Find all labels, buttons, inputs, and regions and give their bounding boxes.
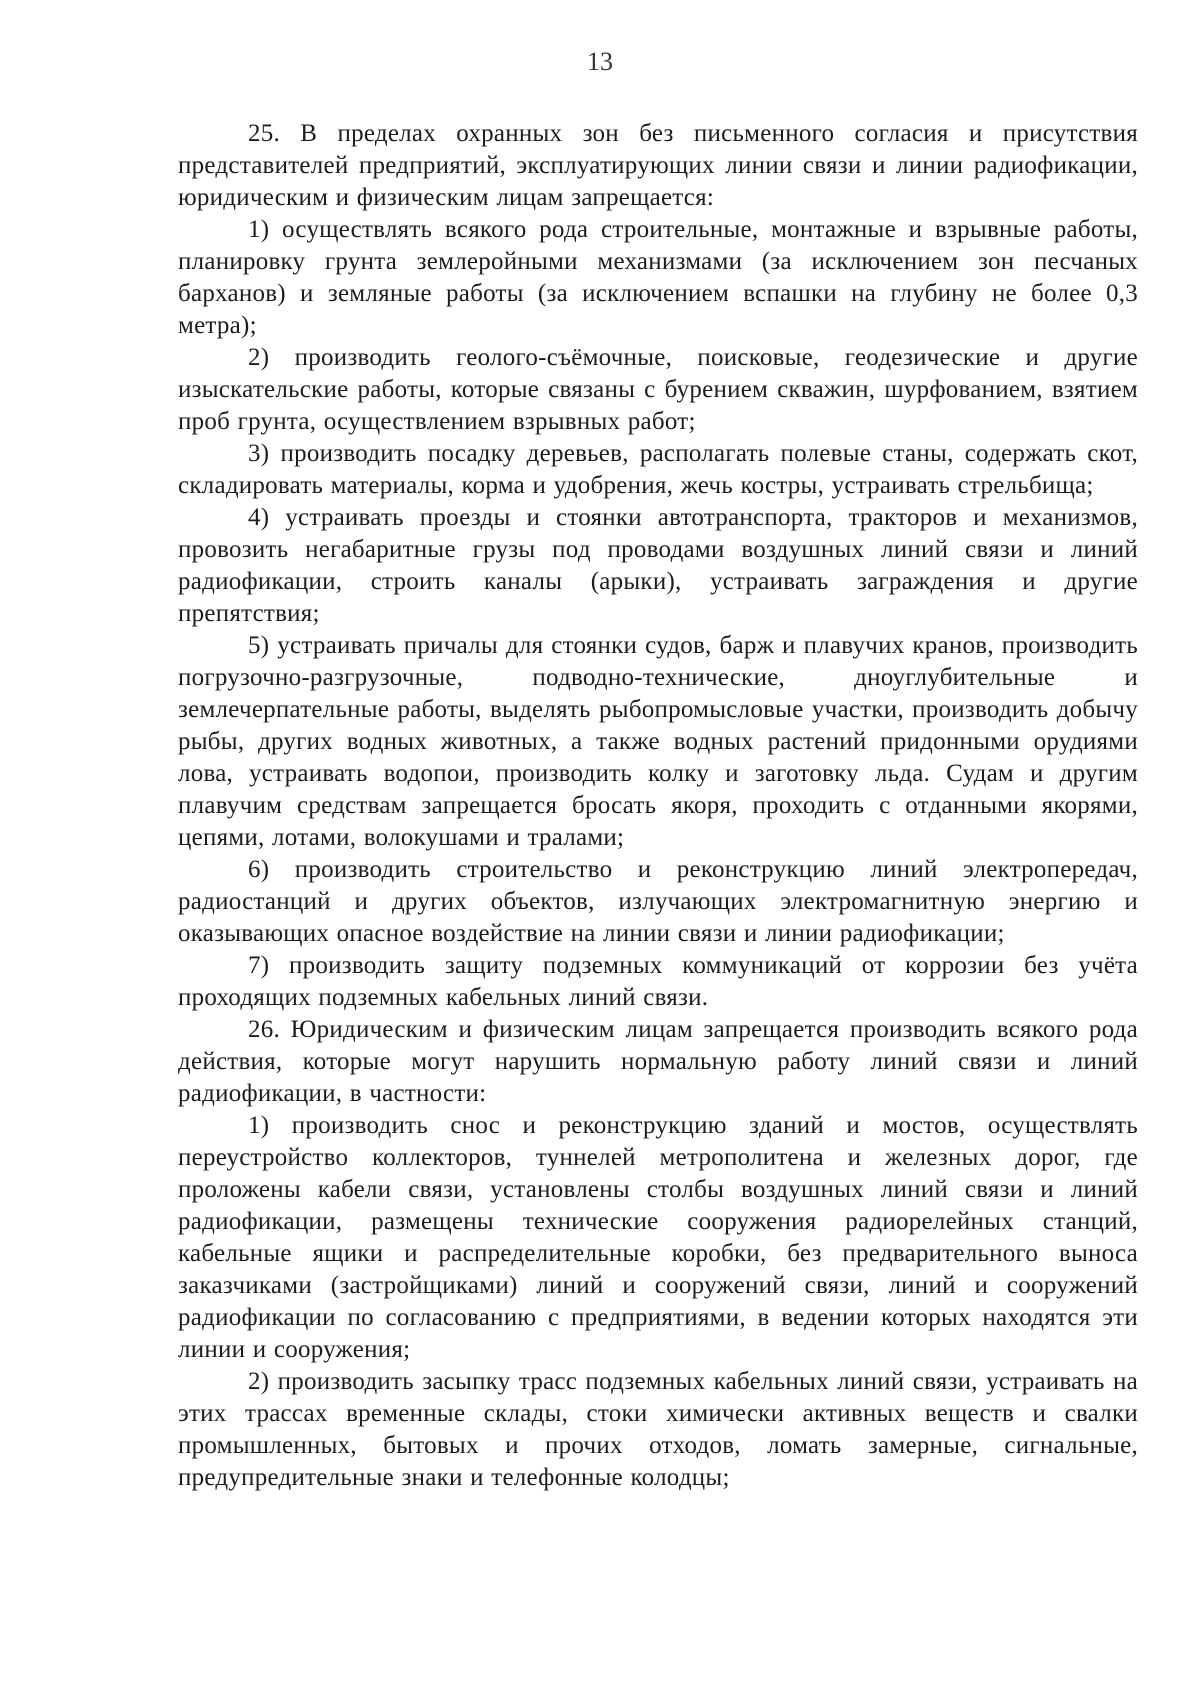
list-item-25-7: 7) производить защиту подземных коммуникаций от коррозии без учёта проходящих подземных кабельных линий связи. xyxy=(178,952,1138,1011)
list-item-26-1: 1) производить снос и реконструкцию зданий и мостов, осуществлять переустройство коллекторов, туннелей метрополитена и железных дорог, где проложены кабели связи, установлены столбы воздушных линий связи и линий радиофикации, размещены технические сооружения радиорелейных станций, кабельные ящики и распределительные коробки, без предварительного выноса заказчиками (застройщиками) линий и сооружений связи, линий и сооружений радиофикации по согласованию с предприятиями, в ведении которых находятся эти линии и сооружения; xyxy=(178,1112,1138,1363)
list-item-25-1: 1) осуществлять всякого рода строительные, монтажные и взрывные работы, планировку грунта землеройными механизмами (за исключением зон песчаных барханов) и земляные работы (за исключением вспашки на глубину не более 0,3 метра); xyxy=(178,216,1138,339)
list-item-25-6: 6) производить строительство и реконструкцию линий электропередач, радиостанций и других объектов, излучающих электромагнитную энергию и оказывающих опасное воздействие на линии связи и линии радиофикации; xyxy=(178,856,1138,947)
document-body xyxy=(178,118,1138,1494)
list-item-25-5: 5) устраивать причалы для стоянки судов, барж и плавучих кранов, производить погрузочно-разгрузочные, подводно-технические, дноуглубительные и землечерпательные работы, выделять рыбопромысловые участки, производить добычу рыбы, других водных животных, а также водных растений придонными орудиями лова, устраивать водопои, производить колку и заготовку льда. Судам и другим плавучим средствам запрещается бросать якоря, проходить с отданными якорями, цепями, лотами, волокушами и тралами; xyxy=(178,632,1138,851)
paragraph-26-intro: 26. Юридическим и физическим лицам запрещается производить всякого рода действия, которые могут нарушить нормальную работу линий связи и линий радиофикации, в частности: xyxy=(178,1016,1138,1107)
paragraph-25-intro: 25. В пределах охранных зон без письменного согласия и присутствия представителей предприятий, эксплуатирующих линии связи и линии радиофикации, юридическим и физическим лицам запрещается: xyxy=(178,120,1138,211)
list-item-26-2: 2) производить засыпку трасс подземных кабельных линий связи, устраивать на этих трассах временные склады, стоки химически активных веществ и свалки промышленных, бытовых и прочих отходов, ломать замерные, сигнальные, предупредительные знаки и телефонные колодцы; xyxy=(178,1368,1138,1491)
list-item-25-2: 2) производить геолого-съёмочные, поисковые, геодезические и другие изыскательские работы, которые связаны с бурением скважин, шурфованием, взятием проб грунта, осуществлением взрывных работ; xyxy=(178,344,1138,435)
list-item-25-3: 3) производить посадку деревьев, располагать полевые станы, содержать скот, складировать материалы, корма и удобрения, жечь костры, устраивать стрельбища; xyxy=(178,440,1138,499)
page-number: 13 xyxy=(587,47,613,76)
list-item-25-4: 4) устраивать проезды и стоянки автотранспорта, тракторов и механизмов, провозить негабаритные грузы под проводами воздушных линий связи и линий радиофикации, строить каналы (арыки), устраивать заграждения и другие препятствия; xyxy=(178,504,1138,627)
